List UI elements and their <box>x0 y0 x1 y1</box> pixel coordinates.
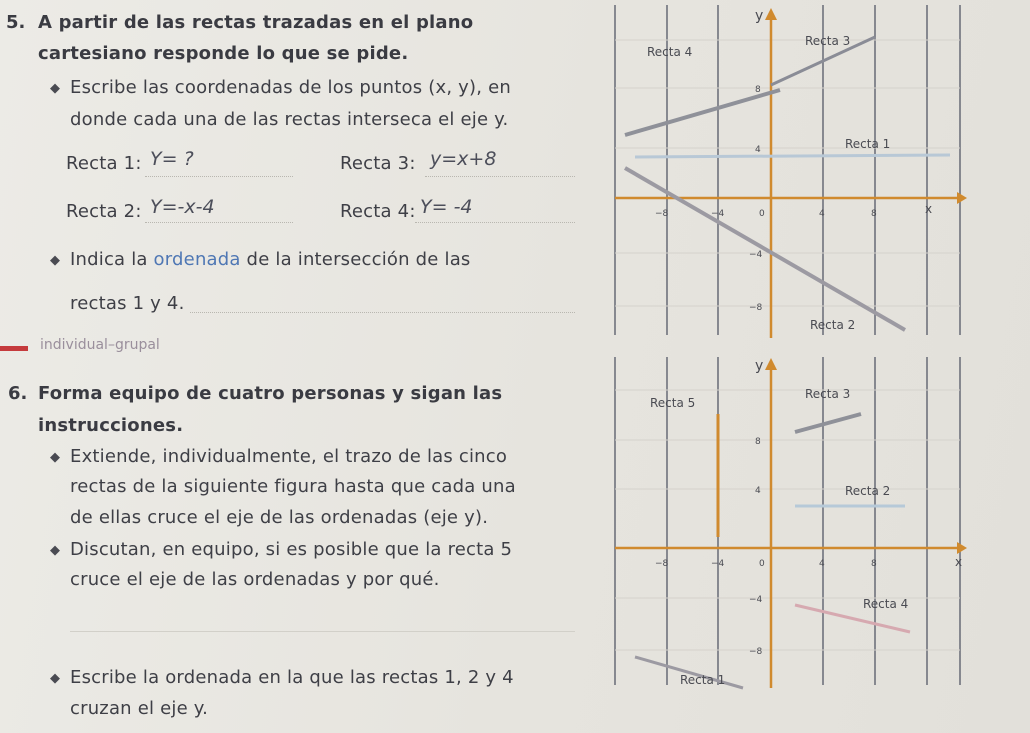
graph-2-x-tick: 8 <box>871 559 877 569</box>
exercise-6-title-line1: Forma equipo de cuatro personas y sigan las <box>38 383 503 404</box>
bullet-icon: ◆ <box>50 450 60 465</box>
recta-3-label: Recta 3: <box>340 153 416 174</box>
graph-1-x-tick: 8 <box>871 209 877 219</box>
answer-line <box>190 312 575 313</box>
highlight-ordenada: ordenada <box>153 249 241 270</box>
graph-2-y-tick: −4 <box>749 595 763 605</box>
answer-line <box>70 631 575 632</box>
recta-2-label: Recta 2: <box>66 201 142 222</box>
recta-2-answer[interactable]: Y=-x-4 <box>150 196 215 218</box>
graph-2-y-arrow <box>765 358 777 370</box>
exercise-5-number: 5. <box>6 12 26 33</box>
exercise-5-bullet1-line2: donde cada una de las rectas interseca el eje y. <box>70 109 509 130</box>
graph-1-label-recta-3: Recta 3 <box>805 34 851 48</box>
exercise-6-bullet2-line1: Discutan, en equipo, si es posible que la recta 5 <box>70 539 513 560</box>
graph-1-x-arrow <box>957 192 967 204</box>
graph-1-label-recta-1: Recta 1 <box>845 137 891 151</box>
exercise-5-title-line1: A partir de las rectas trazadas en el plano <box>38 12 474 33</box>
exercise-6-bullet1-line1: Extiende, individualmente, el trazo de las cinco <box>70 446 508 467</box>
answer-line <box>425 176 575 177</box>
recta-4-label: Recta 4: <box>340 201 416 222</box>
recta-1-answer[interactable]: Y= ? <box>150 148 194 170</box>
graph-2-y-tick: 4 <box>755 486 761 496</box>
graph-1-x-tick: 0 <box>759 209 765 219</box>
exercise-5-title-line2: cartesiano responde lo que se pide. <box>38 43 409 64</box>
graph-2-label-recta-1: Recta 1 <box>680 673 726 687</box>
answer-line <box>415 222 575 223</box>
graph-2-x-arrow <box>957 542 967 554</box>
exercise-6-bullet3-line2: cruzan el eje y. <box>70 698 208 719</box>
answer-line <box>145 222 293 223</box>
exercise-6-bullet1-line2: rectas de la siguiente figura hasta que cada una <box>70 476 516 497</box>
graph-1-y-label: y <box>755 8 764 24</box>
graph-2 <box>605 352 970 690</box>
graph-2-label-recta-3: Recta 3 <box>805 387 851 401</box>
exercise-6-title-line2: instrucciones. <box>38 415 184 436</box>
graph-2-y-label: y <box>755 358 764 374</box>
graph-1-y-tick: −8 <box>749 303 763 313</box>
exercise-6-number: 6. <box>8 383 28 404</box>
exercise-6-bullet2-line2: cruce el eje de las ordenadas y por qué. <box>70 569 440 590</box>
graph-2-label-recta-5: Recta 5 <box>650 396 696 410</box>
graph-1-y-arrow <box>765 8 777 20</box>
graph-2-label-recta-4: Recta 4 <box>863 597 909 611</box>
exercise-6-bullet1-line3: de ellas cruce el eje de las ordenadas (eje y). <box>70 507 489 528</box>
exercise-6-bullet3-line1: Escribe la ordenada en la que las rectas 1, 2 y 4 <box>70 667 514 688</box>
bullet-icon: ◆ <box>50 253 60 268</box>
graph-1-x-label: x <box>925 202 933 216</box>
bullet-icon: ◆ <box>50 671 60 686</box>
graph-2-x-label: x <box>955 555 963 569</box>
recta-1-label: Recta 1: <box>66 153 142 174</box>
graph-2-x-tick: −8 <box>655 559 669 569</box>
graph-2-y-tick: −8 <box>749 647 763 657</box>
answer-line <box>145 176 293 177</box>
graph-2-x-tick: 4 <box>819 559 825 569</box>
graph-2-recta-3 <box>795 414 861 432</box>
section-tag-bar <box>0 346 28 351</box>
graph-2-label-recta-2: Recta 2 <box>845 484 891 498</box>
exercise-5-bullet2-line1: Indica la ordenada de la intersección de las <box>70 249 471 270</box>
bullet-icon: ◆ <box>50 543 60 558</box>
graph-1-x-tick: −4 <box>711 209 725 219</box>
graph-1-x-tick: 4 <box>819 209 825 219</box>
graph-1-y-tick: −4 <box>749 250 763 260</box>
graph-1-label-recta-2: Recta 2 <box>810 318 856 332</box>
graph-1-y-tick: 4 <box>755 145 761 155</box>
graph-2-x-tick: −4 <box>711 559 725 569</box>
graph-1-label-recta-4: Recta 4 <box>647 45 693 59</box>
graph-2-x-tick: 0 <box>759 559 765 569</box>
graph-1 <box>605 0 970 340</box>
exercise-5-bullet1-line1: Escribe las coordenadas de los puntos (x, y), en <box>70 77 511 98</box>
graph-1-recta-4 <box>625 90 780 135</box>
graph-2-y-tick: 8 <box>755 437 761 447</box>
graph-1-y-tick: 8 <box>755 85 761 95</box>
exercise-5-bullet2-line2: rectas 1 y 4. <box>70 293 185 314</box>
bullet-icon: ◆ <box>50 81 60 96</box>
graph-1-x-tick: −8 <box>655 209 669 219</box>
graph-1-recta-1 <box>635 155 950 157</box>
recta-4-answer[interactable]: Y= -4 <box>420 196 473 218</box>
section-tag-label: individual–grupal <box>40 337 160 353</box>
recta-3-answer[interactable]: y=x+8 <box>430 148 497 170</box>
